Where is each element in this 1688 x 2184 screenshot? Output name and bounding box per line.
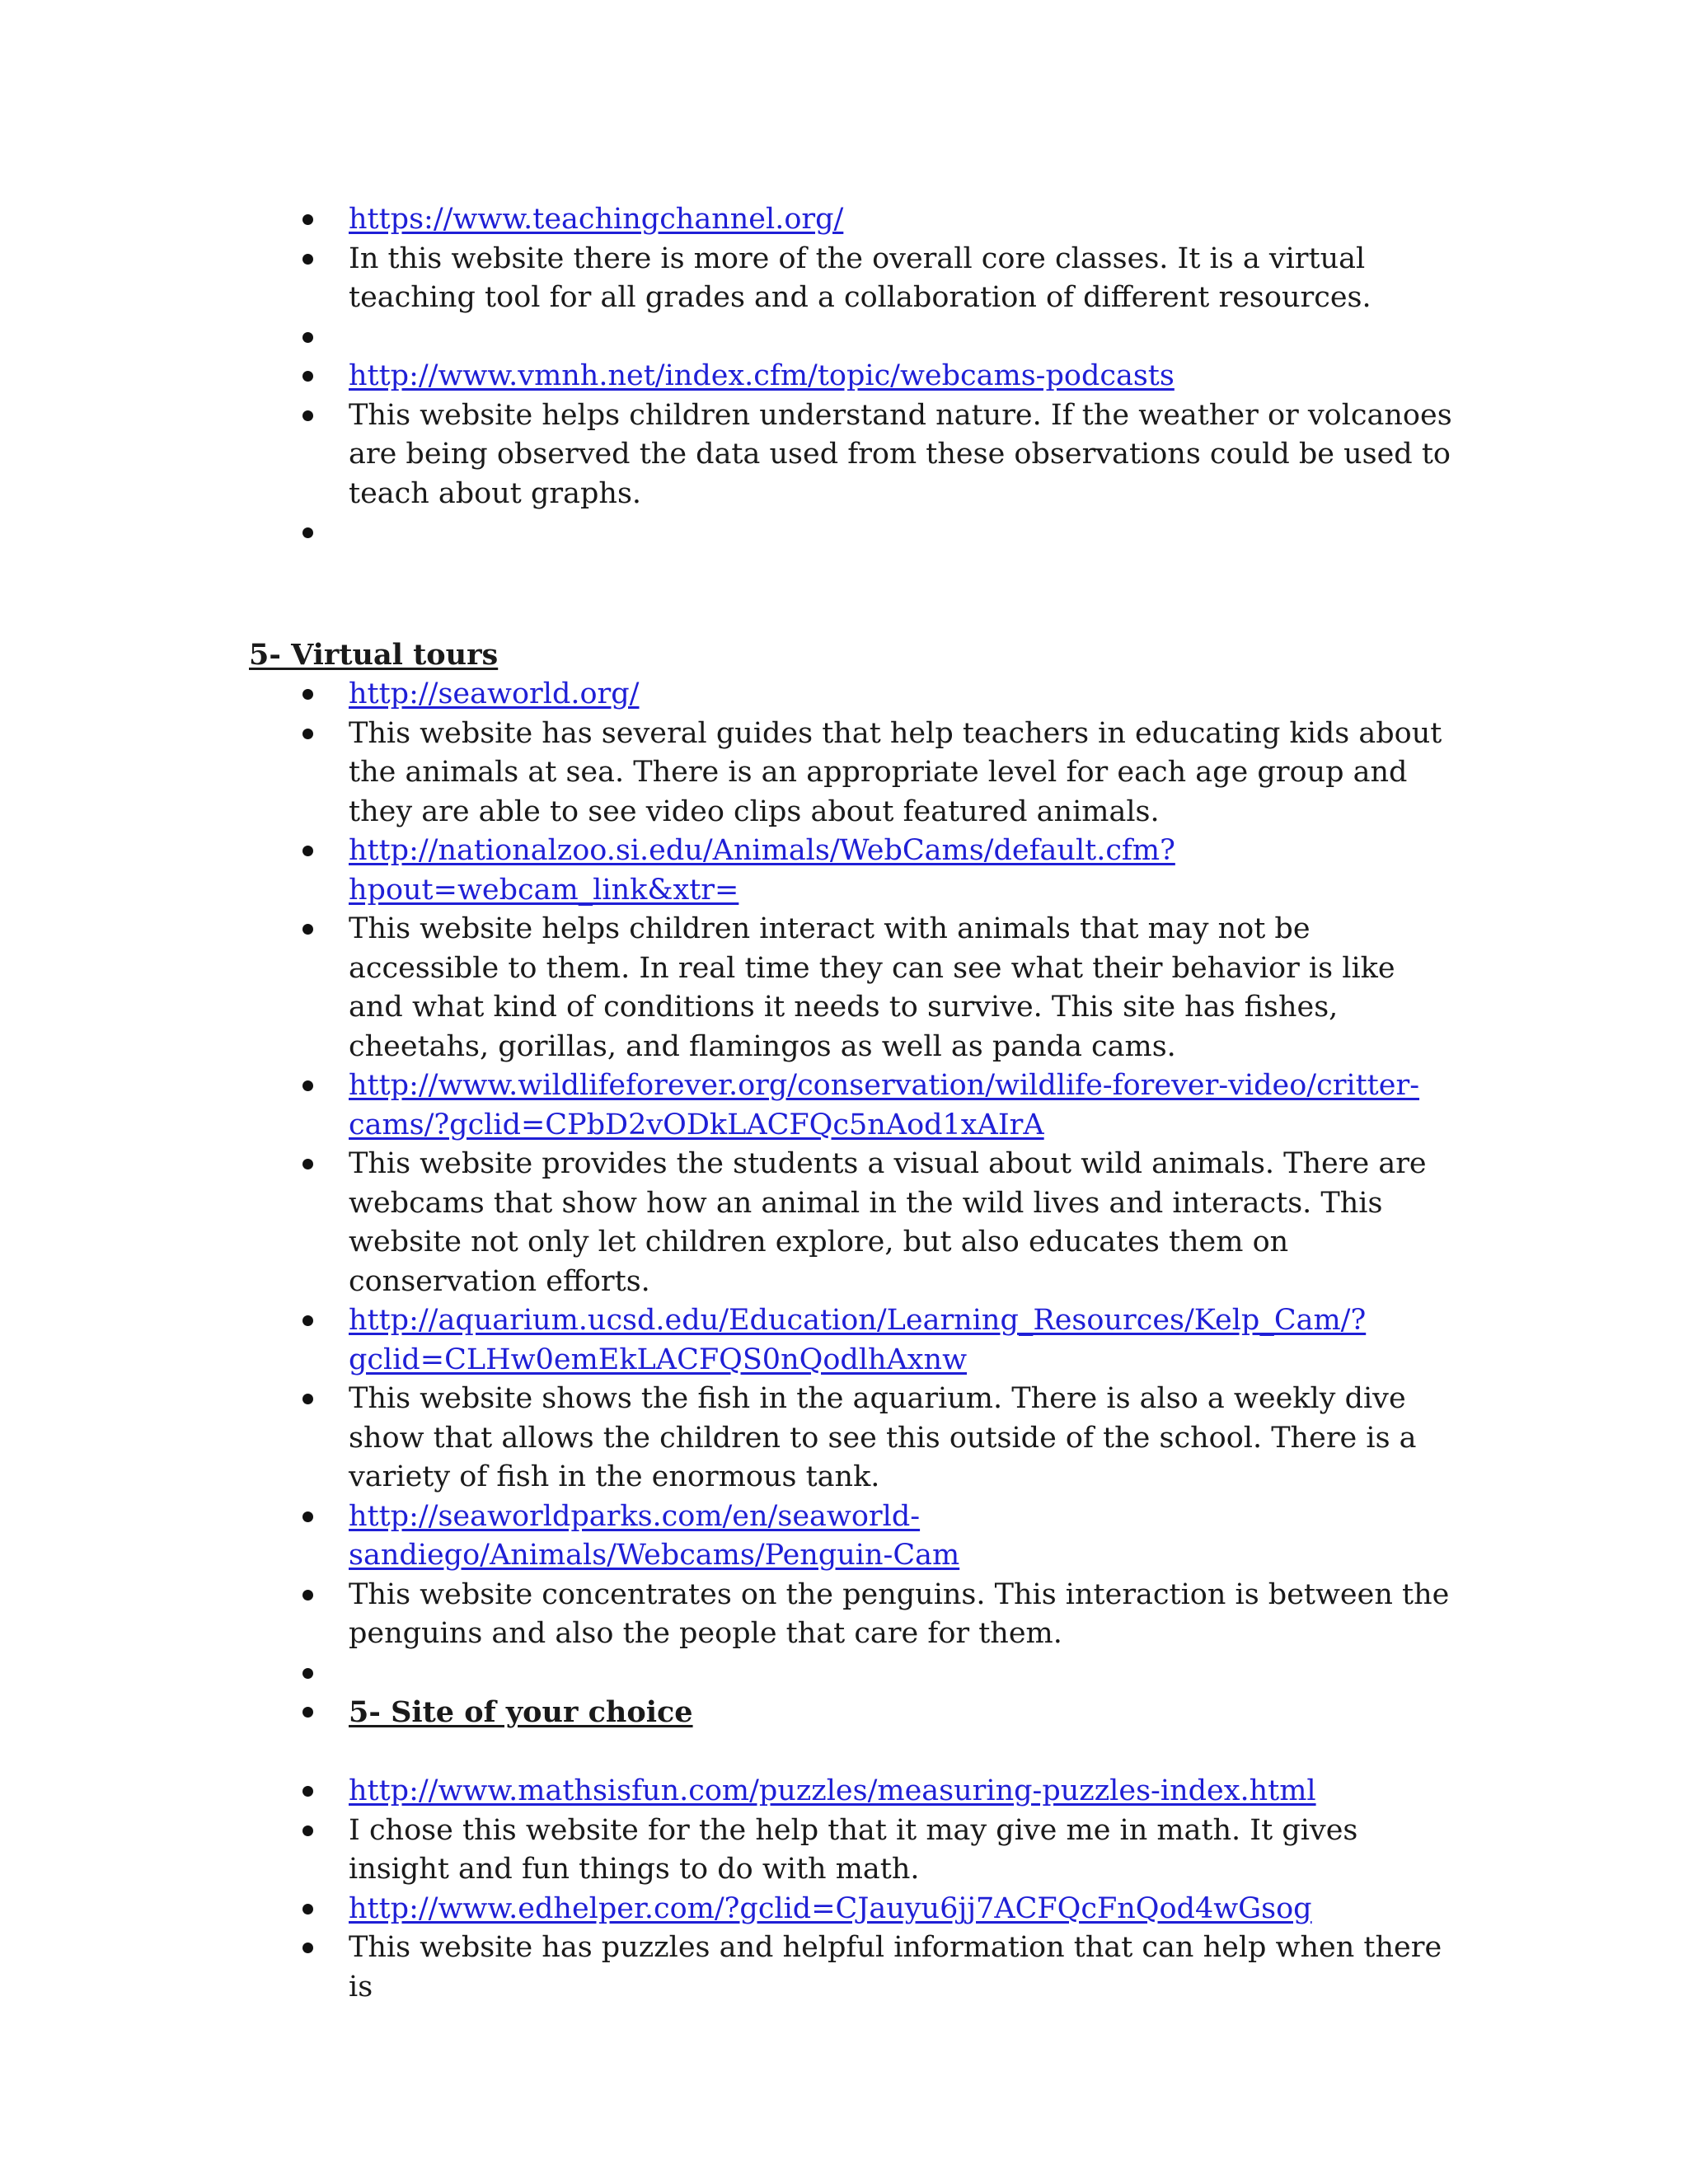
resource-list-top	[349, 200, 1453, 553]
resource-link[interactable]: https://www.teachingchannel.org/	[349, 203, 844, 236]
description-list-item: In this website there is more of the overall core classes. It is a virtual teaching tool for all grades and a collaboration of different resources.	[349, 240, 1453, 318]
description-list-item: This website concentrates on the penguins. This interaction is between the penguins and also the people that care for them.	[349, 1576, 1453, 1654]
description-list-item: This website has puzzles and helpful information that can help when there is	[349, 1929, 1453, 2007]
subsection-heading-text: 5- Site of your choice	[349, 1695, 693, 1729]
resource-link[interactable]: http://seaworldparks.com/en/seaworld-sandiego/Animals/Webcams/Penguin-Cam	[349, 1499, 960, 1572]
resource-link[interactable]: http://www.edhelper.com/?gclid=CJauyu6jj7ACFQcFnQod4wGsog	[349, 1891, 1312, 1925]
link-list-item	[349, 1772, 1453, 1811]
resource-link[interactable]: http://nationalzoo.si.edu/Animals/WebCams/default.cfm?hpout=webcam_link&xtr=	[349, 834, 1175, 907]
link-list-item	[349, 1301, 1453, 1380]
resource-link[interactable]: http://aquarium.ucsd.edu/Education/Learning_Resources/Kelp_Cam/?gclid=CLHw0emEkLACFQS0nQodlhAxnw	[349, 1304, 1367, 1376]
blank-line	[349, 1733, 1453, 1773]
resource-link[interactable]: http://www.vmnh.net/index.cfm/topic/webcams-podcasts	[349, 359, 1175, 392]
link-list-item	[349, 1497, 1453, 1576]
description-list-item: This website has several guides that help teachers in educating kids about the animals at sea. There is an appropriate level for each age group and they are able to see video clips about featured animals.	[349, 715, 1453, 832]
section-heading-virtual-tours: 5- Virtual tours	[249, 638, 499, 672]
resource-link[interactable]: http://seaworld.org/	[349, 677, 640, 710]
empty-bullet	[349, 513, 1453, 553]
description-list-item: This website helps children understand nature. If the weather or volcanoes are being observed the data used from these observations could be used to teach about graphs.	[349, 396, 1453, 514]
description-list-item: This website helps children interact with animals that may not be accessible to them. In real time they can see what their behavior is like and what kind of conditions it needs to survive. This site has fishes, cheetahs, gorillas, and flamingos as well as panda cams.	[349, 910, 1453, 1066]
empty-bullet	[349, 318, 1453, 358]
description-list-item: This website shows the fish in the aquarium. There is also a weekly dive show that allows the children to see this outside of the school. There is a variety of fish in the enormous tank.	[349, 1380, 1453, 1497]
link-list-item	[349, 1890, 1453, 1929]
resource-link[interactable]: http://www.wildlifeforever.org/conservation/wildlife-forever-video/critter-cams/?gclid=CPbD2vODkLACFQc5nAod1xAIrA	[349, 1069, 1420, 1141]
link-list-item	[349, 1066, 1453, 1145]
description-list-item: I chose this website for the help that it may give me in math. It gives insight and fun things to do with math.	[349, 1811, 1453, 1890]
resource-link[interactable]: http://www.mathsisfun.com/puzzles/measuring-puzzles-index.html	[349, 1774, 1316, 1807]
description-list-item: This website provides the students a visual about wild animals. There are webcams that show how an animal in the wild lives and interacts. This website not only let children explore, but also educates them on conservation efforts.	[349, 1145, 1453, 1301]
link-list-item	[349, 832, 1453, 910]
resource-list-virtual-tours	[349, 675, 1453, 2007]
link-list-item	[349, 200, 1453, 240]
link-list-item	[349, 675, 1453, 715]
link-list-item	[349, 357, 1453, 396]
subsection-heading	[349, 1693, 1453, 1733]
empty-bullet	[349, 1654, 1453, 1694]
